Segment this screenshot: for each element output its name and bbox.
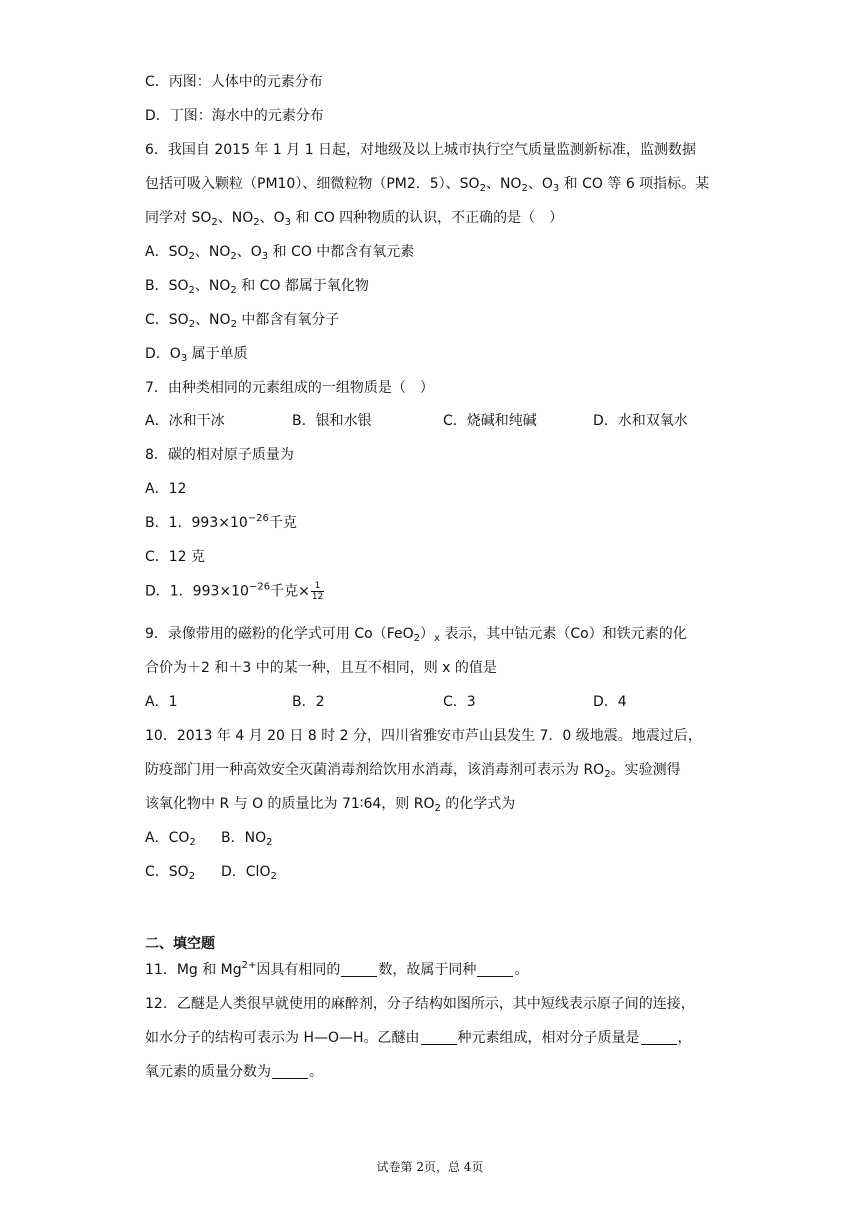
q5-option-d: D．丁图：海水中的元素分布 xyxy=(145,108,324,124)
q10-option-c: C．$SO_2$ xyxy=(145,864,196,882)
q8-option-d: D．1．$993\times 10^{-26}$千克× $\frac{1}{12}$ xyxy=(145,581,324,602)
page-footer: 试卷第 2页，总 4页 xyxy=(376,1160,484,1174)
q8-option-b: B．1．$993\times 10^{-26}$千克 xyxy=(145,513,297,531)
q10-stem-line2: 防疫部门用一种高效安全灭菌消毒剂给饮用水消毒，该消毒剂可表示为 $RO_2$。实验测得 xyxy=(145,762,681,780)
answer-blank[interactable] xyxy=(272,1064,308,1079)
q6-option-c: C．$SO_2$、$NO_2$ 中都含有氧分子 xyxy=(145,312,340,330)
q9-option-a: A．1 xyxy=(145,694,178,710)
q6-option-a: A．$SO_2$、$NO_2$、$O_3$ 和 CO 中都含有氧元素 xyxy=(145,244,415,262)
q9-options xyxy=(145,692,725,712)
q7-option-b: B．银和水银 xyxy=(292,413,372,429)
q8-option-c: C．12 克 xyxy=(145,549,206,565)
q9-option-b: B．2 xyxy=(292,694,325,710)
q12-stem-line3: 氧元素的质量分数为 。 xyxy=(145,1064,323,1080)
q6-option-d: D．$O_3$ 属于单质 xyxy=(145,346,248,364)
q7-options xyxy=(145,411,725,431)
q10-option-d: D．ClO$_2$ xyxy=(221,864,277,882)
answer-blank[interactable] xyxy=(477,962,513,977)
q10-options-row1 xyxy=(145,828,345,848)
answer-blank[interactable] xyxy=(341,962,377,977)
answer-blank[interactable] xyxy=(641,1030,677,1045)
q9-option-d: D．4 xyxy=(593,694,627,710)
q9-stem-line2: 合价为＋2 和＋3 中的某一种，且互不相同，则 x 的值是 xyxy=(145,660,497,676)
q10-stem-line1: 10．2013 年 4 月 20 日 8 时 2 分，四川省雅安市芦山县发生 7．0 级地震。地震过后， xyxy=(145,728,702,744)
q12-stem-line1: 12．乙醚是人类很早就使用的麻醉剂，分子结构如图所示，其中短线表示原子间的连接， xyxy=(145,996,695,1012)
fraction-one-twelfth: $\frac{1}{12}$ xyxy=(311,581,324,602)
answer-blank[interactable] xyxy=(421,1030,457,1045)
q12-stem-line2: 如水分子的结构可表示为 H—O—H。乙醚由 种元素组成，相对分子质量是 ， xyxy=(145,1030,692,1046)
q7-stem: 7．由种类相同的元素组成的一组物质是（ ） xyxy=(145,380,434,396)
q10-option-b: B．$NO_2$ xyxy=(221,830,273,848)
q5-option-c: C．丙图：人体中的元素分布 xyxy=(145,74,323,90)
q6-stem-line1: 6．我国自 2015 年 1 月 1 日起，对地级及以上城市执行空气质量监测新标准，监测数据 xyxy=(145,142,697,158)
q7-option-a: A．冰和干冰 xyxy=(145,413,225,429)
q6-option-b: B．$SO_2$、$NO_2$ 和 CO 都属于氧化物 xyxy=(145,278,369,296)
q6-stem-line2: 包括可吸入颗粒（PM10）、细微粒物（PM2．5）、$SO_2$、$NO_2$、$O_3$ 和 CO 等 6 项指标。某 xyxy=(145,176,710,194)
q9-option-c: C．3 xyxy=(443,694,476,710)
q10-options-row2 xyxy=(145,862,345,882)
q10-option-a: A．$CO_2$ xyxy=(145,830,196,848)
q8-option-a: A．12 xyxy=(145,481,187,497)
q7-option-d: D．水和双氧水 xyxy=(593,413,688,429)
q11-stem: 11．Mg 和 $Mg^{2+}$因具有相同的 数，故属于同种 。 xyxy=(145,960,529,978)
q7-option-c: C．烧碱和纯碱 xyxy=(443,413,537,429)
q6-stem-line3: 同学对 $SO_2$、$NO_2$、$O_3$ 和 CO 四种物质的认识，不正确的是（ ） xyxy=(145,210,564,228)
q8-stem: 8．碳的相对原子质量为 xyxy=(145,447,294,463)
section-heading: 二、填空题 xyxy=(145,936,215,952)
q10-stem-line3: 该氧化物中 R 与 O 的质量比为 71∶64，则 $RO_2$ 的化学式为 xyxy=(145,796,516,814)
q9-stem-line1: 9．录像带用的磁粉的化学式可用 $Co(FeO_2)_x$ 表示，其中钴元素（Co）和铁元素的化 xyxy=(145,626,687,644)
